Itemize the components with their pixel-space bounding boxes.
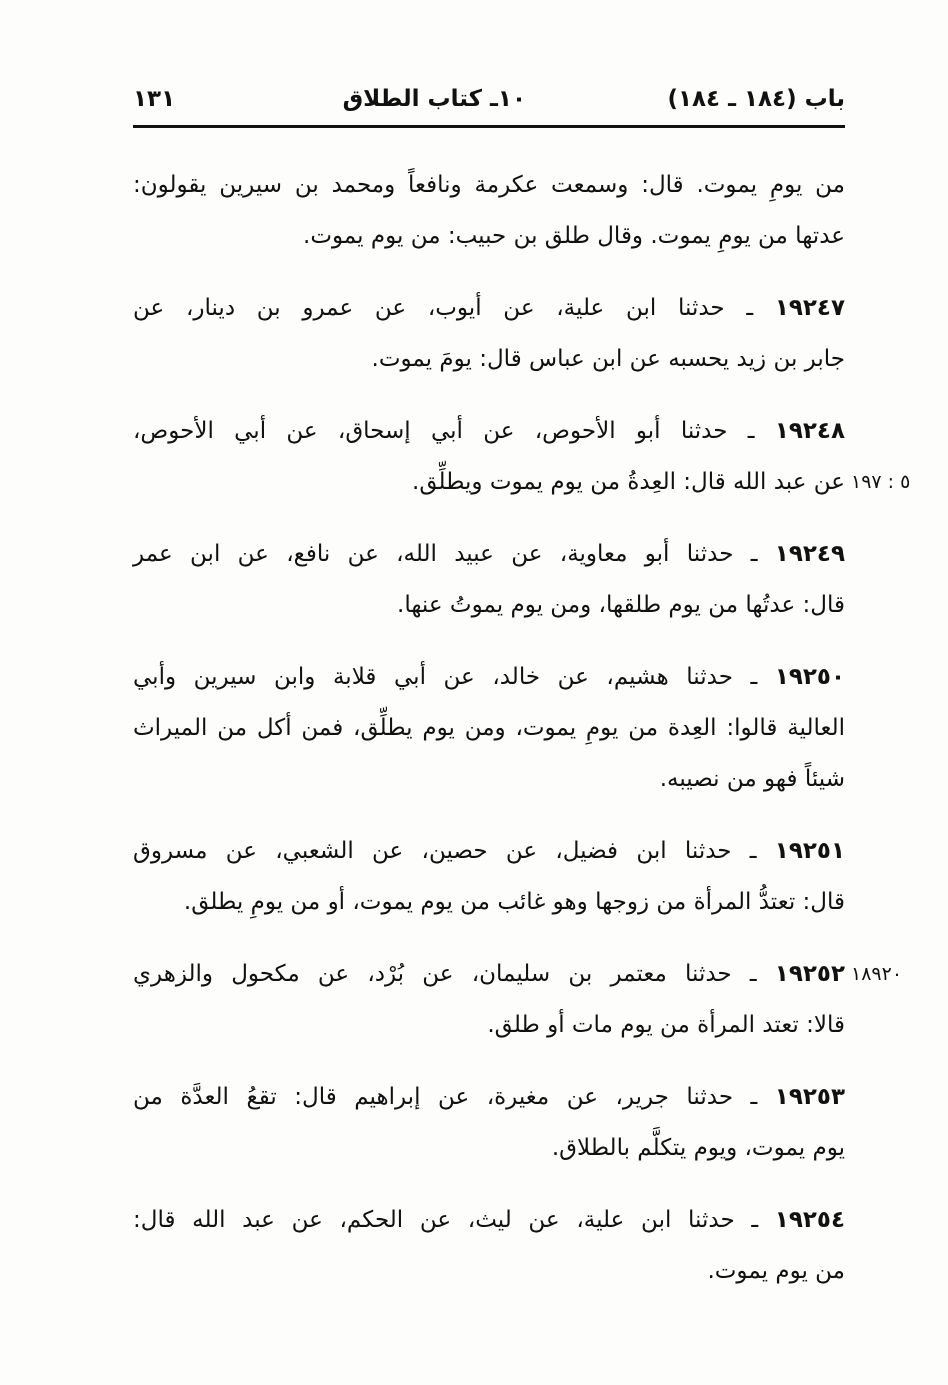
paragraph-line: من يوم يموت. — [707, 1258, 845, 1284]
paragraph-line: ١٩٢٥٤ ـ حدثنا ابن علية، عن ليث، عن الحكم، عن عبد الله قال: — [133, 1207, 845, 1233]
section-heading: باب (١٨٤ ـ ١٨٤) — [667, 86, 845, 112]
margin-note: ٥ : ١٩٧ — [851, 471, 911, 493]
paragraph-line: ١٩٢٤٧ ـ حدثنا ابن علية، عن أيوب، عن عمرو بن دينار، عن — [133, 295, 846, 321]
hadith-paragraph — [133, 283, 845, 385]
hadith-paragraph — [133, 949, 903, 1051]
hadith-paragraph — [133, 1195, 845, 1297]
continuation-paragraph — [133, 160, 845, 262]
paragraph-line: ١٩٢٤٩ ـ حدثنا أبو معاوية، عن عبيد الله، عن نافع، عن ابن عمر — [133, 541, 845, 567]
paragraph-line: العالية قالوا: العِدة من يومِ يموت، ومن يوم يطلِّق، فمن أكل من الميراث — [133, 715, 845, 741]
page-number: ١٣١ — [133, 86, 176, 112]
hadith-number: ١٩٢٤٩ — [774, 541, 845, 567]
paragraph-line: شيئاً فهو من نصيبه. — [659, 766, 845, 792]
paragraph-line: ١٩٢٥٠ ـ حدثنا هشيم، عن خالد، عن أبي قلابة وابن سيرين وأبي — [133, 664, 846, 690]
hadith-paragraph — [133, 406, 911, 508]
paragraph-line: ١٩٢٥١ ـ حدثنا ابن فضيل، عن حصين، عن الشعبي، عن مسروق — [133, 838, 845, 864]
main-text — [133, 160, 911, 1297]
paragraph-line: قال: تعتدُّ المرأة من زوجها وهو غائب من يوم يموت، أو من يومِ يطلق. — [183, 889, 845, 915]
hadith-paragraph — [133, 1072, 845, 1174]
paragraph-line: جابر بن زيد يحسبه عن ابن عباس قال: يومَ يموت. — [371, 346, 845, 372]
paragraph-line: قالا: تعتد المرأة من يوم مات أو طلق. — [487, 1012, 845, 1038]
running-header — [133, 78, 845, 120]
paragraph-line: عدتها من يومِ يموت. وقال طلق بن حبيب: من يوم يموت. — [303, 223, 845, 249]
margin-note: ١٨٩٢٠ — [851, 963, 903, 985]
paragraph-line: قال: عدتُها من يوم طلقها، ومن يوم يموتُ عنها. — [397, 592, 845, 618]
hadith-number: ١٩٢٥٣ — [774, 1084, 845, 1110]
hadith-paragraph — [133, 652, 845, 805]
header-rule — [133, 125, 845, 128]
hadith-paragraph — [133, 826, 845, 928]
hadith-paragraph — [133, 529, 845, 631]
paragraph-line: ١٩٢٥٣ ـ حدثنا جرير، عن مغيرة، عن إبراهيم قال: تقعُ العدَّة من — [133, 1084, 845, 1110]
paragraph-line: عن عبد الله قال: العِدةُ من يوم يموت ويطلِّق. ٥ : ١٩٧ — [133, 457, 845, 508]
hadith-number: ١٩٢٤٧ — [774, 295, 846, 321]
paragraph-line: ١٩٢٤٨ ـ حدثنا أبو الأحوص، عن أبي إسحاق، عن أبي الأحوص، — [133, 418, 846, 444]
hadith-number: ١٩٢٥١ — [774, 838, 845, 864]
paragraph-line: من يومِ يموت. قال: وسمعت عكرمة ونافعاً ومحمد بن سيرين يقولون: — [133, 172, 845, 198]
hadith-number: ١٩٢٥٤ — [774, 1207, 845, 1233]
hadith-number: ١٩٢٤٨ — [774, 418, 846, 444]
hadith-number: ١٩٢٥٢ — [774, 961, 845, 987]
paragraph-line: ١٩٢٥٢ ـ حدثنا معتمر بن سليمان، عن بُرْد، عن مكحول والزهري ١٨٩٢٠ — [133, 949, 845, 1000]
hadith-number: ١٩٢٥٠ — [774, 664, 846, 690]
chapter-title: ١٠ـ كتاب الطلاق — [342, 86, 526, 112]
paragraph-line: يوم يموت، ويوم يتكلَّم بالطلاق. — [551, 1135, 845, 1161]
